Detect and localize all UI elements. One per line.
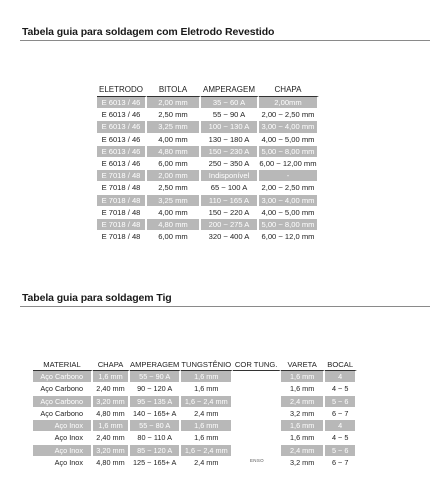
cell-amperagem: 55 ~ 80 A bbox=[130, 420, 181, 432]
table-row bbox=[97, 231, 319, 243]
cell-chapa: 6,00 ~ 12,0 mm bbox=[259, 231, 319, 243]
cell-chapa: 2,40 mm bbox=[93, 383, 130, 395]
cell-cor-tung bbox=[233, 396, 281, 408]
cell-bitola: 3,25 mm bbox=[147, 121, 201, 133]
header-eletrodo: ELETRODO bbox=[97, 78, 147, 97]
cell-amperagem: 85 ~ 120 A bbox=[130, 445, 181, 457]
cell-amperagem: 80 ~ 110 A bbox=[130, 432, 181, 444]
header-bocal: BOCAL bbox=[325, 355, 357, 371]
section-divider bbox=[20, 40, 430, 41]
cell-eletrodo: E 6013 / 46 bbox=[97, 121, 147, 133]
cell-bitola: 4,80 mm bbox=[147, 146, 201, 158]
cell-eletrodo: E 7018 / 48 bbox=[97, 195, 147, 207]
cell-amperagem: 90 ~ 120 A bbox=[130, 383, 181, 395]
header-cor-tung: COR TUNG. bbox=[233, 355, 281, 371]
cell-amperagem: 140 ~ 165+ A bbox=[130, 408, 181, 420]
cell-amperagem: 55 ~ 90 A bbox=[201, 109, 259, 121]
cell-bitola: 2,00 mm bbox=[147, 170, 201, 182]
table-row bbox=[97, 182, 319, 194]
cell-bocal: 4 bbox=[325, 420, 357, 432]
cell-eletrodo: E 7018 / 48 bbox=[97, 219, 147, 231]
cell-amperagem: 320 ~ 400 A bbox=[201, 231, 259, 243]
tig-table bbox=[33, 355, 357, 469]
table-row bbox=[97, 158, 319, 170]
cell-vareta: 2,4 mm bbox=[281, 445, 325, 457]
table-row bbox=[33, 371, 357, 383]
cell-material: Aço Carbono bbox=[33, 408, 93, 420]
cell-tungstenio: 1,6 mm bbox=[181, 420, 233, 432]
cell-vareta: 3,2 mm bbox=[281, 457, 325, 469]
cell-chapa: 4,00 ~ 5,00 mm bbox=[259, 207, 319, 219]
cell-material: Aço Inox bbox=[33, 457, 93, 469]
cell-material: Aço Inox bbox=[33, 432, 93, 444]
cell-bitola: 4,00 mm bbox=[147, 134, 201, 146]
cell-bocal: 6 ~ 7 bbox=[325, 408, 357, 420]
cell-tungstenio: 1,6 mm bbox=[181, 432, 233, 444]
cell-bocal: 5 ~ 6 bbox=[325, 396, 357, 408]
cell-vareta: 3,2 mm bbox=[281, 408, 325, 420]
table-row bbox=[33, 420, 357, 432]
eletrodo-table bbox=[97, 78, 319, 243]
cell-cor-tung bbox=[233, 432, 281, 444]
cell-material: Aço Carbono bbox=[33, 371, 93, 383]
table-row bbox=[97, 109, 319, 121]
cell-bocal: 5 ~ 6 bbox=[325, 445, 357, 457]
cell-cor-tung bbox=[233, 408, 281, 420]
cell-bitola: 6,00 mm bbox=[147, 158, 201, 170]
header-tungstenio: TUNGSTÊNIO bbox=[181, 355, 233, 371]
table-row bbox=[97, 195, 319, 207]
cell-eletrodo: E 6013 / 46 bbox=[97, 109, 147, 121]
table-row bbox=[33, 383, 357, 395]
cell-cor-tung bbox=[233, 445, 281, 457]
section-title-eletrodo: Tabela guia para soldagem com Eletrodo Revestido bbox=[22, 26, 275, 38]
cell-bocal: 4 ~ 5 bbox=[325, 432, 357, 444]
cell-amperagem: 55 ~ 90 A bbox=[130, 371, 181, 383]
cell-cor-tung bbox=[233, 383, 281, 395]
table-row bbox=[97, 134, 319, 146]
header-vareta: VARETA bbox=[281, 355, 325, 371]
cell-chapa: 4,80 mm bbox=[93, 408, 130, 420]
cell-amperagem: 200 ~ 275 A bbox=[201, 219, 259, 231]
cell-vareta: 1,6 mm bbox=[281, 371, 325, 383]
cell-chapa: 4,00 ~ 5,00 mm bbox=[259, 134, 319, 146]
cell-chapa: 2,00 ~ 2,50 mm bbox=[259, 182, 319, 194]
table-row bbox=[33, 432, 357, 444]
cell-eletrodo: E 6013 / 46 bbox=[97, 134, 147, 146]
cell-material: Aço Carbono bbox=[33, 383, 93, 395]
cell-eletrodo: E 7018 / 48 bbox=[97, 207, 147, 219]
cell-bitola: 4,00 mm bbox=[147, 207, 201, 219]
header-chapa: CHAPA bbox=[93, 355, 130, 371]
table-row bbox=[97, 97, 319, 109]
cell-vareta: 1,6 mm bbox=[281, 432, 325, 444]
cell-tungstenio: 1,6 ~ 2,4 mm bbox=[181, 396, 233, 408]
cell-chapa: 5,00 ~ 8,00 mm bbox=[259, 146, 319, 158]
cell-tungstenio: 1,6 mm bbox=[181, 383, 233, 395]
cell-chapa: 3,20 mm bbox=[93, 396, 130, 408]
table-header-row bbox=[97, 78, 319, 97]
header-amperagem: AMPERAGEM bbox=[130, 355, 181, 371]
cell-material: Aço Carbono bbox=[33, 396, 93, 408]
table-row bbox=[97, 146, 319, 158]
cell-cor-tung bbox=[233, 420, 281, 432]
header-bitola: BITOLA bbox=[147, 78, 201, 97]
cell-amperagem: Indisponível bbox=[201, 170, 259, 182]
table-row bbox=[97, 207, 319, 219]
cell-vareta: 2,4 mm bbox=[281, 396, 325, 408]
table-row bbox=[97, 170, 319, 182]
cell-eletrodo: E 7018 / 48 bbox=[97, 231, 147, 243]
section-title-tig: Tabela guia para soldagem Tig bbox=[22, 292, 172, 304]
cell-amperagem: 65 ~ 100 A bbox=[201, 182, 259, 194]
cell-amperagem: 130 ~ 180 A bbox=[201, 134, 259, 146]
table-header-row bbox=[33, 355, 357, 371]
table-row bbox=[33, 396, 357, 408]
table-row bbox=[97, 219, 319, 231]
cell-amperagem: 110 ~ 165 A bbox=[201, 195, 259, 207]
cell-chapa: 3,00 ~ 4,00 mm bbox=[259, 195, 319, 207]
cell-amperagem: 150 ~ 230 A bbox=[201, 146, 259, 158]
cell-eletrodo: E 7018 / 48 bbox=[97, 170, 147, 182]
cell-chapa: - bbox=[259, 170, 319, 182]
table-row bbox=[33, 445, 357, 457]
cell-chapa: 6,00 ~ 12,00 mm bbox=[259, 158, 319, 170]
cell-eletrodo: E 6013 / 46 bbox=[97, 146, 147, 158]
cell-chapa: 3,00 ~ 4,00 mm bbox=[259, 121, 319, 133]
cell-bocal: 4 bbox=[325, 371, 357, 383]
cell-vareta: 1,6 mm bbox=[281, 383, 325, 395]
cell-bocal: 4 ~ 5 bbox=[325, 383, 357, 395]
table-row bbox=[33, 457, 357, 469]
cell-eletrodo: E 7018 / 48 bbox=[97, 182, 147, 194]
cell-tungstenio: 2,4 mm bbox=[181, 408, 233, 420]
cell-material: Aço Inox bbox=[33, 420, 93, 432]
cell-chapa: 2,00mm bbox=[259, 97, 319, 109]
cell-chapa: 2,40 mm bbox=[93, 432, 130, 444]
stamp-mark: ENSO bbox=[250, 458, 264, 463]
table-row bbox=[97, 121, 319, 133]
cell-eletrodo: E 6013 / 46 bbox=[97, 97, 147, 109]
cell-material: Aço Inox bbox=[33, 445, 93, 457]
cell-tungstenio: 1,6 mm bbox=[181, 371, 233, 383]
cell-tungstenio: 2,4 mm bbox=[181, 457, 233, 469]
cell-chapa: 1,6 mm bbox=[93, 420, 130, 432]
cell-bitola: 3,25 mm bbox=[147, 195, 201, 207]
header-chapa: CHAPA bbox=[259, 78, 319, 97]
cell-chapa: 1,6 mm bbox=[93, 371, 130, 383]
cell-bitola: 2,00 mm bbox=[147, 97, 201, 109]
header-material: MATERIAL bbox=[33, 355, 93, 371]
section-divider bbox=[20, 306, 430, 307]
cell-amperagem: 95 ~ 135 A bbox=[130, 396, 181, 408]
cell-cor-tung bbox=[233, 371, 281, 383]
cell-chapa: 4,80 mm bbox=[93, 457, 130, 469]
cell-amperagem: 125 ~ 165+ A bbox=[130, 457, 181, 469]
cell-bitola: 2,50 mm bbox=[147, 182, 201, 194]
cell-amperagem: 35 ~ 60 A bbox=[201, 97, 259, 109]
cell-tungstenio: 1,6 ~ 2,4 mm bbox=[181, 445, 233, 457]
cell-chapa: 3,20 mm bbox=[93, 445, 130, 457]
cell-eletrodo: E 6013 / 46 bbox=[97, 158, 147, 170]
table-row bbox=[33, 408, 357, 420]
cell-chapa: 5,00 ~ 8,00 mm bbox=[259, 219, 319, 231]
cell-bocal: 6 ~ 7 bbox=[325, 457, 357, 469]
cell-vareta: 1,6 mm bbox=[281, 420, 325, 432]
cell-bitola: 6,00 mm bbox=[147, 231, 201, 243]
cell-bitola: 4,80 mm bbox=[147, 219, 201, 231]
cell-amperagem: 250 ~ 350 A bbox=[201, 158, 259, 170]
cell-amperagem: 150 ~ 220 A bbox=[201, 207, 259, 219]
header-amperagem: AMPERAGEM bbox=[201, 78, 259, 97]
cell-bitola: 2,50 mm bbox=[147, 109, 201, 121]
cell-amperagem: 100 ~ 130 A bbox=[201, 121, 259, 133]
cell-chapa: 2,00 ~ 2,50 mm bbox=[259, 109, 319, 121]
